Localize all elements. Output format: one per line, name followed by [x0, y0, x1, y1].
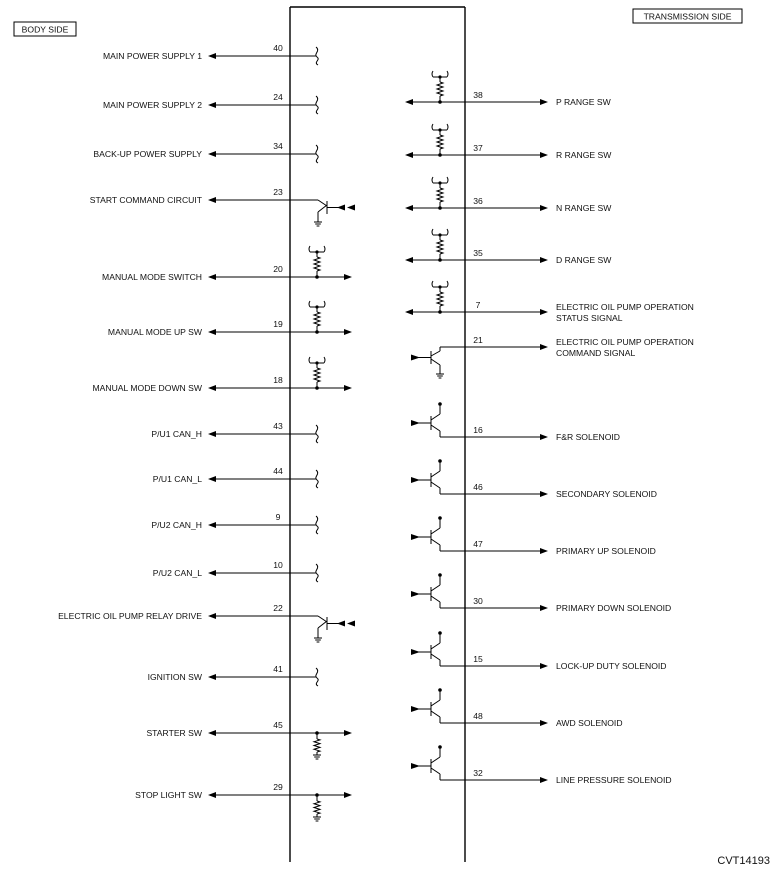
resistor-symbol — [314, 312, 320, 326]
arrow-left — [405, 152, 413, 158]
supply-arc — [324, 301, 325, 307]
base-input-arrow — [411, 649, 420, 655]
resistor-symbol — [437, 188, 443, 202]
pull-down-resistor — [313, 731, 321, 759]
ground-symbol — [436, 374, 444, 378]
pin-number: 38 — [473, 90, 483, 100]
body-circuit-41 — [148, 664, 319, 686]
arrow-left — [208, 274, 216, 280]
transistor-emitter — [431, 482, 440, 488]
wire-break-symbol — [316, 564, 318, 582]
transistor-emitter — [431, 539, 440, 545]
wire-break-symbol — [316, 516, 318, 534]
svg-text:BODY SIDE: BODY SIDE — [21, 24, 69, 35]
circuit-label: F&R SOLENOID — [556, 432, 620, 442]
arrow-right — [540, 257, 548, 263]
circuit-label: N RANGE SW — [556, 203, 612, 213]
supply-arc — [447, 71, 448, 77]
circuit-label: MAIN POWER SUPPLY 1 — [102, 51, 202, 61]
wire-break-symbol — [316, 425, 318, 443]
arrow-right — [540, 309, 548, 315]
transistor-collector — [431, 700, 440, 706]
pin-number: 44 — [273, 466, 283, 476]
body-side-circuits — [58, 43, 355, 821]
transistor-collector — [318, 616, 327, 622]
arrow-right — [540, 205, 548, 211]
transmission-circuit-37 — [405, 124, 612, 160]
wire-break-symbol — [316, 96, 318, 114]
pin-number: 9 — [275, 512, 281, 522]
pull-up-resistor — [432, 71, 448, 104]
base-input-arrow — [337, 621, 345, 627]
circuit-label: MANUAL MODE SWITCH — [102, 272, 202, 282]
ground-symbol — [313, 755, 321, 759]
transmission-side-header — [633, 9, 742, 23]
pull-up-resistor — [432, 177, 448, 210]
pin-number: 21 — [473, 335, 483, 345]
circuit-label: D RANGE SW — [556, 255, 612, 265]
transistor-emitter — [431, 654, 440, 660]
body-circuit-34 — [93, 141, 318, 163]
supply-arc — [324, 246, 325, 252]
circuit-label: SECONDARY SOLENOID — [556, 489, 657, 499]
circuit-label: LINE PRESSURE SOLENOID — [556, 775, 672, 785]
circuit-label: MANUAL MODE DOWN SW — [92, 383, 202, 393]
body-circuit-45 — [146, 720, 352, 759]
transistor-collector — [431, 414, 440, 420]
pull-down-resistor — [313, 793, 321, 821]
circuit-label: LOCK-UP DUTY SOLENOID — [556, 661, 667, 671]
supply-arc — [309, 357, 310, 363]
circuit-label: PRIMARY DOWN SOLENOID — [556, 603, 672, 613]
supply-arc — [309, 246, 310, 252]
supply-arc — [309, 301, 310, 307]
arrow-left — [208, 197, 216, 203]
arrow-right — [540, 99, 548, 105]
transmission-circuit-48 — [411, 688, 623, 728]
arrow-left — [405, 205, 413, 211]
resistor-symbol — [437, 135, 443, 149]
arrow-left — [208, 151, 216, 157]
supply-arc — [447, 177, 448, 183]
pull-up-resistor — [309, 357, 325, 390]
arrow-left — [208, 570, 216, 576]
transistor-emitter — [431, 768, 440, 774]
pin-number: 18 — [273, 375, 283, 385]
supply-arc — [432, 229, 433, 235]
transmission-circuit-15 — [411, 631, 666, 671]
arrow-right — [344, 329, 352, 335]
base-input-arrow — [411, 420, 420, 426]
circuit-label: STARTER SW — [146, 728, 202, 738]
arrow-left — [208, 476, 216, 482]
resistor-symbol — [314, 801, 320, 814]
svg-text:TRANSMISSION SIDE: TRANSMISSION SIDE — [643, 11, 732, 22]
transmission-circuit-46 — [411, 459, 657, 499]
base-arrow — [347, 205, 355, 211]
arrow-left — [208, 674, 216, 680]
body-circuit-44 — [153, 466, 318, 488]
circuit-label: ELECTRIC OIL PUMP OPERATION — [556, 302, 694, 312]
base-input-arrow — [411, 706, 420, 712]
circuit-label: ELECTRIC OIL PUMP OPERATION — [556, 337, 694, 347]
circuit-label: BACK-UP POWER SUPPLY — [93, 149, 202, 159]
transmission-circuit-35 — [405, 229, 612, 265]
ground-symbol — [314, 638, 322, 642]
arrow-right — [540, 605, 548, 611]
pin-number: 7 — [475, 300, 481, 310]
supply-arc — [324, 357, 325, 363]
transistor-collector — [431, 757, 440, 763]
body-circuit-9 — [151, 512, 318, 534]
arrow-left — [208, 329, 216, 335]
arrow-right — [344, 792, 352, 798]
transistor-collector — [431, 585, 440, 591]
transistor-emitter — [431, 596, 440, 602]
arrow-right — [540, 434, 548, 440]
body-circuit-10 — [153, 560, 318, 582]
transistor-emitter — [431, 359, 440, 365]
arrow-left — [208, 522, 216, 528]
pin-number: 47 — [473, 539, 483, 549]
pin-number: 36 — [473, 196, 483, 206]
circuit-label: P/U1 CAN_H — [151, 429, 202, 439]
ground-symbol — [314, 222, 322, 226]
transmission-circuit-32 — [411, 745, 672, 785]
pin-number: 29 — [273, 782, 283, 792]
arrow-right — [540, 152, 548, 158]
transmission-circuit-38 — [405, 71, 612, 107]
pin-number: 43 — [273, 421, 283, 431]
body-circuit-43 — [151, 421, 318, 443]
transistor-collector — [318, 200, 327, 206]
arrow-left — [208, 792, 216, 798]
pin-number: 34 — [273, 141, 283, 151]
circuit-label-line2: STATUS SIGNAL — [556, 313, 623, 323]
supply-arc — [432, 281, 433, 287]
arrow-left — [208, 730, 216, 736]
pin-number: 35 — [473, 248, 483, 258]
pin-number: 45 — [273, 720, 283, 730]
resistor-symbol — [314, 257, 320, 271]
arrow-right — [540, 777, 548, 783]
pin-number: 23 — [273, 187, 283, 197]
body-circuit-23 — [90, 187, 355, 226]
pull-up-resistor — [432, 281, 448, 314]
circuit-label: R RANGE SW — [556, 150, 612, 160]
transmission-circuit-36 — [405, 177, 612, 213]
pin-number: 41 — [273, 664, 283, 674]
arrow-left — [208, 385, 216, 391]
transistor-emitter — [318, 621, 327, 628]
ground-symbol — [313, 817, 321, 821]
supply-arc — [447, 281, 448, 287]
transmission-circuit-21 — [411, 335, 694, 378]
circuit-label: MAIN POWER SUPPLY 2 — [102, 100, 202, 110]
pin-number: 22 — [273, 603, 283, 613]
resistor-symbol — [437, 82, 443, 96]
pin-number: 16 — [473, 425, 483, 435]
body-circuit-29 — [135, 782, 352, 821]
arrow-left — [208, 53, 216, 59]
figure-code: CVT14193 — [717, 855, 770, 867]
transistor-collector — [431, 643, 440, 649]
transistor-emitter — [318, 205, 327, 212]
base-arrow — [347, 621, 355, 627]
circuit-label: P/U1 CAN_L — [152, 474, 202, 484]
pin-number: 24 — [273, 92, 283, 102]
transistor-emitter — [431, 711, 440, 717]
arrow-right — [344, 274, 352, 280]
body-side-header — [14, 22, 76, 36]
transmission-circuit-47 — [411, 516, 656, 556]
body-circuit-20 — [102, 246, 352, 282]
circuit-label: MANUAL MODE UP SW — [107, 327, 202, 337]
arrow-right — [540, 344, 548, 350]
base-input-arrow — [411, 534, 420, 540]
arrow-left — [405, 309, 413, 315]
pin-number: 30 — [473, 596, 483, 606]
arrow-right — [540, 548, 548, 554]
pin-number: 46 — [473, 482, 483, 492]
base-input-arrow — [411, 591, 420, 597]
supply-arc — [447, 124, 448, 130]
pin-number: 37 — [473, 143, 483, 153]
resistor-symbol — [437, 240, 443, 254]
arrow-left — [208, 613, 216, 619]
pin-number: 20 — [273, 264, 283, 274]
pull-up-resistor — [432, 124, 448, 157]
supply-arc — [432, 71, 433, 77]
supply-arc — [432, 177, 433, 183]
wire-break-symbol — [316, 145, 318, 163]
circuit-label: P/U2 CAN_L — [152, 568, 202, 578]
transmission-circuit-7 — [405, 281, 694, 323]
arrow-right — [344, 385, 352, 391]
arrow-right — [540, 720, 548, 726]
arrow-left — [405, 257, 413, 263]
body-circuit-24 — [103, 92, 318, 114]
resistor-symbol — [314, 368, 320, 382]
arrow-right — [344, 730, 352, 736]
supply-arc — [432, 124, 433, 130]
arrow-right — [540, 491, 548, 497]
base-input-arrow — [411, 763, 420, 769]
transistor-emitter — [431, 425, 440, 431]
circuit-label: P RANGE SW — [556, 97, 611, 107]
arrow-left — [208, 431, 216, 437]
circuit-label-line2: COMMAND SIGNAL — [556, 348, 636, 358]
arrow-left — [208, 102, 216, 108]
pull-up-resistor — [309, 246, 325, 279]
body-circuit-19 — [108, 301, 352, 337]
resistor-symbol — [314, 739, 320, 752]
pin-number: 19 — [273, 319, 283, 329]
wire-break-symbol — [316, 668, 318, 686]
circuit-label: START COMMAND CIRCUIT — [89, 195, 202, 205]
base-input-arrow — [411, 355, 420, 361]
circuit-label: STOP LIGHT SW — [135, 790, 202, 800]
wire-break-symbol — [316, 470, 318, 488]
supply-arc — [447, 229, 448, 235]
pin-number: 10 — [273, 560, 283, 570]
transmission-circuit-30 — [411, 573, 671, 613]
body-circuit-22 — [58, 603, 355, 642]
circuit-label: P/U2 CAN_H — [151, 520, 202, 530]
transistor-collector — [431, 351, 440, 356]
circuit-label: PRIMARY UP SOLENOID — [556, 546, 656, 556]
circuit-label: AWD SOLENOID — [556, 718, 623, 728]
circuit-label: ELECTRIC OIL PUMP RELAY DRIVE — [58, 611, 202, 621]
body-circuit-40 — [103, 43, 318, 65]
resistor-symbol — [437, 292, 443, 306]
pin-number: 40 — [273, 43, 283, 53]
pull-up-resistor — [309, 301, 325, 334]
transistor-collector — [431, 528, 440, 534]
body-circuit-18 — [93, 357, 353, 393]
base-input-arrow — [337, 205, 345, 211]
pin-number: 32 — [473, 768, 483, 778]
arrow-right — [540, 663, 548, 669]
pull-up-resistor — [432, 229, 448, 262]
arrow-left — [405, 99, 413, 105]
transmission-side-circuits — [405, 71, 694, 785]
transmission-circuit-16 — [411, 402, 620, 442]
circuit-label: IGNITION SW — [147, 672, 202, 682]
wire-break-symbol — [316, 47, 318, 65]
pin-number: 48 — [473, 711, 483, 721]
transistor-collector — [431, 471, 440, 477]
pin-number: 15 — [473, 654, 483, 664]
base-input-arrow — [411, 477, 420, 483]
